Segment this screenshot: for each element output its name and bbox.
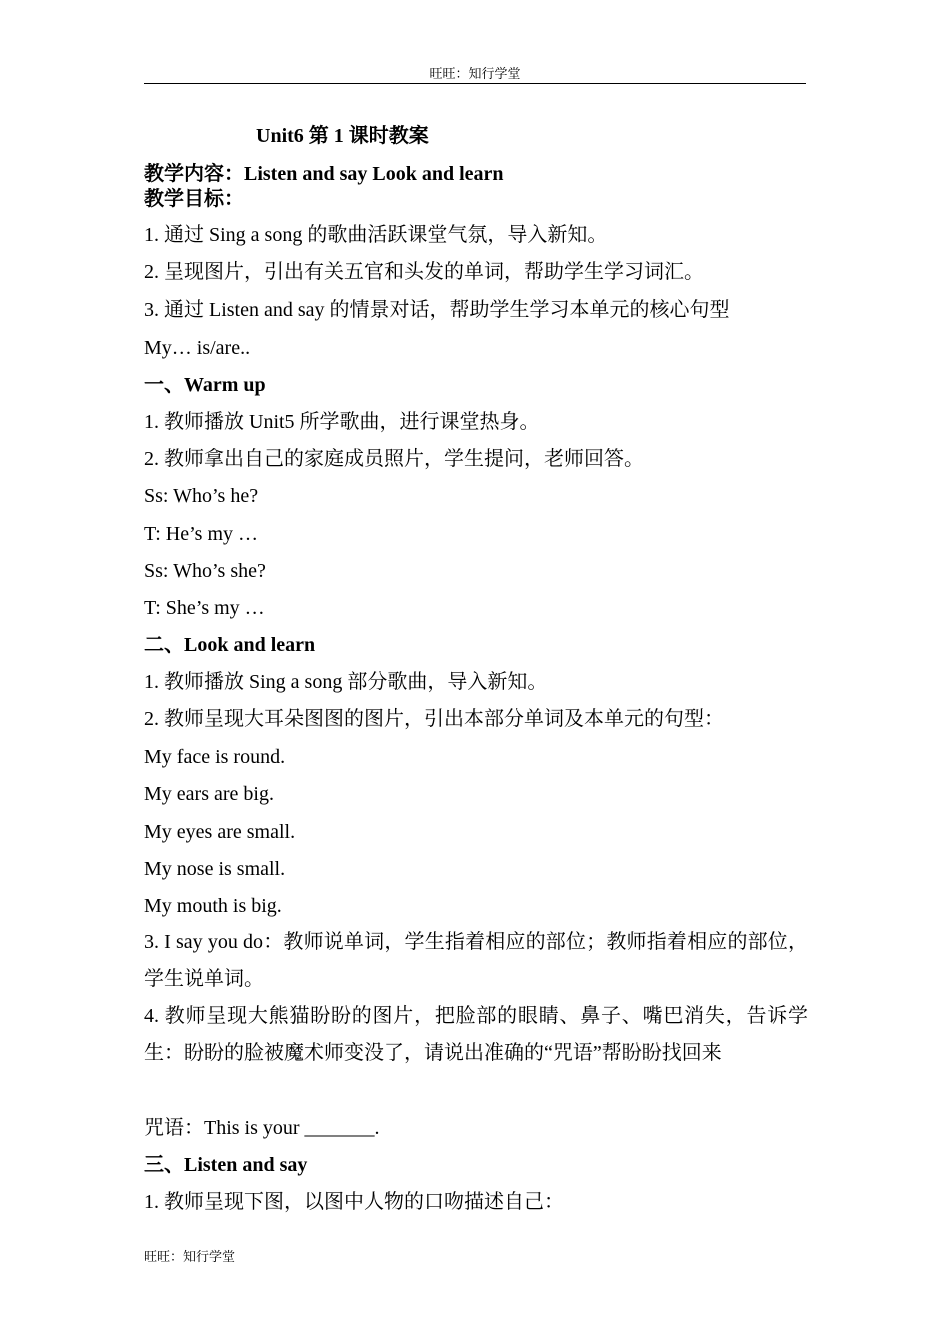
objectives-heading: 教学目标： — [144, 188, 244, 210]
spell-line: 咒语：This is your _______. — [144, 1117, 380, 1139]
objective-line: My… is/are.. — [144, 337, 251, 359]
page-footer: 旺旺：知行学堂 — [144, 1249, 236, 1264]
warm-up-line: 1. 教师播放 Unit5 所学歌曲，进行课堂热身。 — [144, 411, 540, 433]
look-learn-line: 2. 教师呈现大耳朵图图的图片，引出本部分单词及本单元的句型： — [144, 708, 724, 730]
section-heading-listen-and-say: 三、Listen and say — [144, 1154, 308, 1176]
objective-line: 2. 呈现图片，引出有关五官和头发的单词，帮助学生学习词汇。 — [144, 261, 704, 283]
sentence-line: My face is round. — [144, 746, 286, 768]
document-title: Unit6 第 1 课时教案 — [256, 125, 429, 147]
section-heading-look-and-learn: 二、Look and learn — [144, 634, 316, 656]
dialogue-line: Ss: Who’s she? — [144, 560, 266, 582]
sentence-line: My nose is small. — [144, 858, 286, 880]
activity-paragraph: 3. I say you do：教师说单词，学生指着相应的部位；教师指着相应的部位，学生说单词。 — [144, 931, 808, 990]
teaching-content: 教学内容：Listen and say Look and learn — [144, 163, 504, 185]
page-header: 旺旺：知行学堂 — [429, 66, 521, 81]
dialogue-line: T: She’s my … — [144, 597, 265, 619]
dialogue-line: Ss: Who’s he? — [144, 485, 259, 507]
sentence-line: My ears are big. — [144, 783, 274, 805]
activity-paragraph: 4. 教师呈现大熊猫盼盼的图片，把脸部的眼睛、鼻子、嘴巴消失，告诉学生：盼盼的脸被魔术师变没了，请说出准确的“咒语”帮盼盼找回来 — [144, 1005, 808, 1064]
sentence-line: My mouth is big. — [144, 895, 282, 917]
objective-line: 1. 通过 Sing a song 的歌曲活跃课堂气氛，导入新知。 — [144, 224, 608, 246]
warm-up-line: 2. 教师拿出自己的家庭成员照片，学生提问，老师回答。 — [144, 448, 644, 470]
objective-line: 3. 通过 Listen and say 的情景对话，帮助学生学习本单元的核心句型 — [144, 299, 730, 321]
listen-say-line: 1. 教师呈现下图，以图中人物的口吻描述自己： — [144, 1191, 564, 1213]
look-learn-line: 1. 教师播放 Sing a song 部分歌曲，导入新知。 — [144, 671, 548, 693]
section-heading-warm-up: 一、Warm up — [144, 374, 266, 396]
dialogue-line: T: He’s my … — [144, 523, 258, 545]
sentence-line: My eyes are small. — [144, 821, 296, 843]
header-rule — [144, 83, 806, 84]
